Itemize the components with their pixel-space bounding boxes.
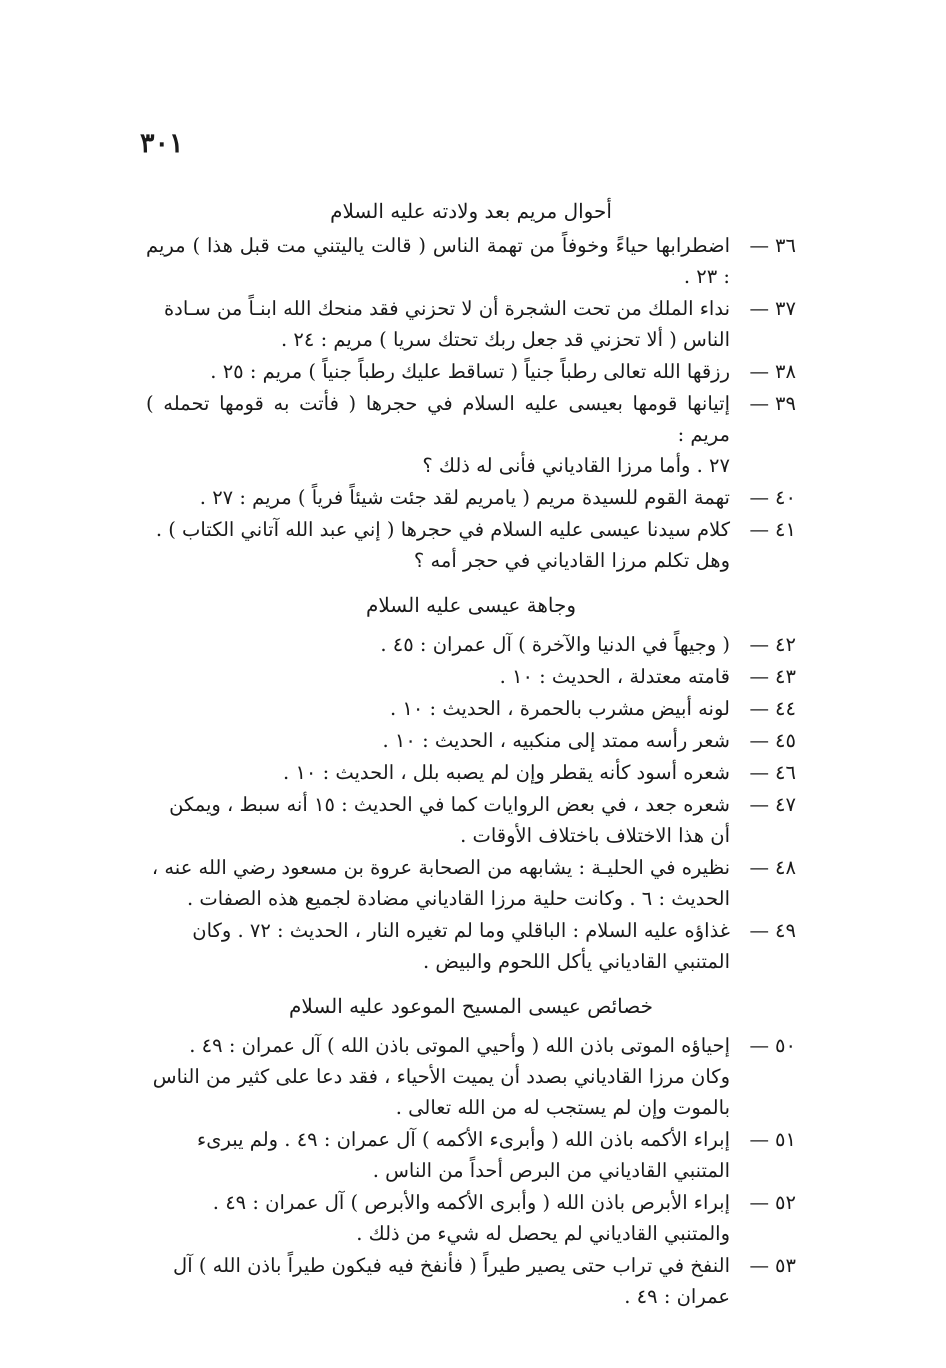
entry-line: إبراء الأبرص باذن الله ( وأبرى الأكمه والأبرص ) آل عمران : ٤٩ . xyxy=(212,1191,730,1214)
entry-dash: — xyxy=(749,360,770,383)
list-item xyxy=(146,230,796,292)
list-item xyxy=(146,1187,796,1249)
entry-body xyxy=(146,293,730,355)
list-item xyxy=(146,1030,796,1123)
entry-body xyxy=(146,1250,730,1312)
entry-line: وكان مرزا القادياني بصدد أن يميت الأحياء ، فقد دعا على كثير من الناس xyxy=(152,1065,730,1088)
entry-line: نظيره في الحليـة : يشابهه من الصحابة عروة بن مسعود رضي الله عنه ، xyxy=(151,856,730,879)
section-heading: خصائص عيسى المسيح الموعود عليه السلام xyxy=(289,994,653,1018)
entry-body xyxy=(146,852,730,914)
list-item xyxy=(146,757,796,788)
entry-dash: — xyxy=(749,697,770,720)
entry-dash: — xyxy=(749,1254,770,1277)
section-heading: وجاهة عيسى عليه السلام xyxy=(365,593,577,617)
entry-line: والمتنبي القادياني لم يحصل له شيء من ذلك . xyxy=(356,1222,730,1245)
entry-dash: — xyxy=(749,729,770,752)
entry-line: إحياؤه الموتى باذن الله ( وأحيي الموتى باذن الله ) آل عمران : ٤٩ . xyxy=(189,1034,730,1057)
entry-body xyxy=(146,1030,730,1123)
entry-body xyxy=(146,388,730,481)
list-item xyxy=(146,629,796,660)
entry-number xyxy=(730,293,796,324)
entry-number xyxy=(730,915,796,946)
entry-line: شعر رأسه ممتد إلى منكبيه ، الحديث : ١٠ . xyxy=(382,729,730,752)
entry-line: شعره جعد ، في بعض الروايات كما في الحديث : ١٥ أنه سبط ، ويمكن xyxy=(169,793,730,816)
entry-body xyxy=(146,693,730,724)
entry-number-text: ٥٠ xyxy=(775,1034,796,1057)
entry-number xyxy=(730,482,796,513)
entry-number-text: ٤٤ xyxy=(775,697,796,720)
entry-number xyxy=(730,1187,796,1218)
entry-body xyxy=(146,789,730,851)
entry-line: لونه أبيض مشرب بالحمرة ، الحديث : ١٠ . xyxy=(390,697,730,720)
entry-number xyxy=(730,757,796,788)
entry-dash: — xyxy=(749,1191,770,1214)
entry-line: عمران : ٤٩ . xyxy=(624,1285,730,1308)
list-item xyxy=(146,482,796,513)
entry-body xyxy=(146,482,730,513)
entry-number-text: ٤٢ xyxy=(775,633,796,656)
entry-dash: — xyxy=(749,761,770,784)
list-item xyxy=(146,915,796,977)
entry-number-text: ٣٧ xyxy=(775,297,796,320)
list-item xyxy=(146,1250,796,1312)
entry-dash: — xyxy=(749,392,770,415)
entry-dash: — xyxy=(749,234,770,257)
list-item xyxy=(146,356,796,387)
entry-number xyxy=(730,629,796,660)
entry-number xyxy=(730,789,796,820)
entry-line: المتنبي القادياني يأكل اللحوم والبيض . xyxy=(422,950,730,973)
entry-line: غذاؤه عليه السلام : الباقلي وما لم تغيره النار ، الحديث : ٧٢ . وكان xyxy=(192,919,730,942)
list-item xyxy=(146,725,796,756)
entry-line: ( وجيهاً في الدنيا والآخرة ) آل عمران : ٤٥ . xyxy=(380,633,730,656)
entry-number-text: ٣٩ xyxy=(775,392,796,415)
entry-number-text: ٤٧ xyxy=(775,793,796,816)
entry-line: أن هذا الاختلاف باختلاف الأوقات . xyxy=(460,824,730,847)
entry-dash: — xyxy=(749,793,770,816)
entry-body xyxy=(146,757,730,788)
page-number: ٣٠١ xyxy=(140,128,184,159)
entry-dash: — xyxy=(749,518,770,541)
entry-dash: — xyxy=(749,919,770,942)
list-item xyxy=(146,661,796,692)
entry-line: الحديث : ٦ . وكانت حلية مرزا القادياني مضادة لجميع هذه الصفات . xyxy=(186,887,730,910)
entry-line: اضطرابها حياءً وخوفاً من تهمة الناس ( قالت ياليتني مت قبل هذا ) مريم : ٢٣ . xyxy=(146,234,730,288)
entry-number-text: ٤٠ xyxy=(775,486,796,509)
list-item xyxy=(146,693,796,724)
entry-number xyxy=(730,693,796,724)
list-item xyxy=(146,1124,796,1186)
entry-number-text: ٥٣ xyxy=(775,1254,796,1277)
entry-number-text: ٤١ xyxy=(775,518,796,541)
entry-body xyxy=(146,915,730,977)
entry-body xyxy=(146,514,730,576)
entry-body xyxy=(146,725,730,756)
entry-number-text: ٥١ xyxy=(775,1128,796,1151)
entry-line: نداء الملك من تحت الشجرة أن لا تحزني فقد منحك الله ابنـاً من سـادة xyxy=(163,297,730,320)
entry-number-text: ٤٦ xyxy=(775,761,796,784)
entry-body xyxy=(146,1124,730,1186)
entry-line: إتيانها قومها بعيسى عليه السلام في حجرها ( فأتت به قومها تحمله ) مريم : xyxy=(146,392,730,446)
list-item xyxy=(146,388,796,481)
page-content xyxy=(146,192,796,1313)
entry-number-text: ٣٨ xyxy=(775,360,796,383)
entry-line: النفخ في تراب حتى يصير طيراً ( فأنفخ فيه فيكون طيراً باذن الله ) آل xyxy=(173,1254,730,1277)
entry-line: رزقها الله تعالى رطباً جنياً ( تساقط عليك رطباً جنياً ) مريم : ٢٥ . xyxy=(210,360,730,383)
entry-dash: — xyxy=(749,1128,770,1151)
entry-number xyxy=(730,725,796,756)
entry-body xyxy=(146,661,730,692)
entry-line: تهمة القوم للسيدة مريم ( يامريم لقد جئت شيئاً فرياً ) مريم : ٢٧ . xyxy=(199,486,730,509)
entry-dash: — xyxy=(749,856,770,879)
entry-number xyxy=(730,661,796,692)
entry-dash: — xyxy=(749,1034,770,1057)
entry-number-text: ٤٩ xyxy=(775,919,796,942)
entry-number-text: ٤٥ xyxy=(775,729,796,752)
entry-line: كلام سيدنا عيسى عليه السلام في حجرها ( إني عبد الله آتاني الكتاب ) . xyxy=(155,518,730,541)
entry-line: قامته معتدلة ، الحديث : ١٠ . xyxy=(499,665,730,688)
entry-number xyxy=(730,230,796,261)
entry-number xyxy=(730,1124,796,1155)
entry-line: شعره أسود كأنه يقطر وإن لم يصبه بلل ، الحديث : ١٠ . xyxy=(283,761,730,784)
entry-line: وهل تكلم مرزا القادياني في حجر أمه ؟ xyxy=(413,549,730,572)
list-item xyxy=(146,514,796,576)
entry-number-text: ٥٢ xyxy=(775,1191,796,1214)
entry-body xyxy=(146,356,730,387)
entry-body xyxy=(146,230,730,292)
entry-body xyxy=(146,629,730,660)
entry-number xyxy=(730,1030,796,1061)
list-item xyxy=(146,789,796,851)
entry-number xyxy=(730,514,796,545)
entry-number xyxy=(730,388,796,419)
entry-number-text: ٤٨ xyxy=(775,856,796,879)
entry-number-text: ٣٦ xyxy=(775,234,796,257)
entry-dash: — xyxy=(749,486,770,509)
entry-line: إبراء الأكمه باذن الله ( وأبرىء الأكمه ) آل عمران : ٤٩ . ولم يبرىء xyxy=(197,1128,730,1151)
entry-dash: — xyxy=(749,665,770,688)
list-item xyxy=(146,293,796,355)
entry-number xyxy=(730,1250,796,1281)
entry-number xyxy=(730,852,796,883)
entry-number-text: ٤٣ xyxy=(775,665,796,688)
entry-line: بالموت وإن لم يستجب له من الله تعالى . xyxy=(395,1096,730,1119)
entry-line: المتنبي القادياني من البرص أحداً من الناس . xyxy=(372,1159,730,1182)
entry-body xyxy=(146,1187,730,1249)
list-item xyxy=(146,852,796,914)
entry-line: ٢٧ . وأما مرزا القادياني فأنى له ذلك ؟ xyxy=(422,454,730,477)
entry-dash: — xyxy=(749,297,770,320)
entry-dash: — xyxy=(749,633,770,656)
entry-number xyxy=(730,356,796,387)
entry-line: الناس ( ألا تحزني قد جعل ربك تحتك سريا ) مريم : ٢٤ . xyxy=(281,328,730,351)
section-heading: أحوال مريم بعد ولادته عليه السلام xyxy=(330,199,612,223)
